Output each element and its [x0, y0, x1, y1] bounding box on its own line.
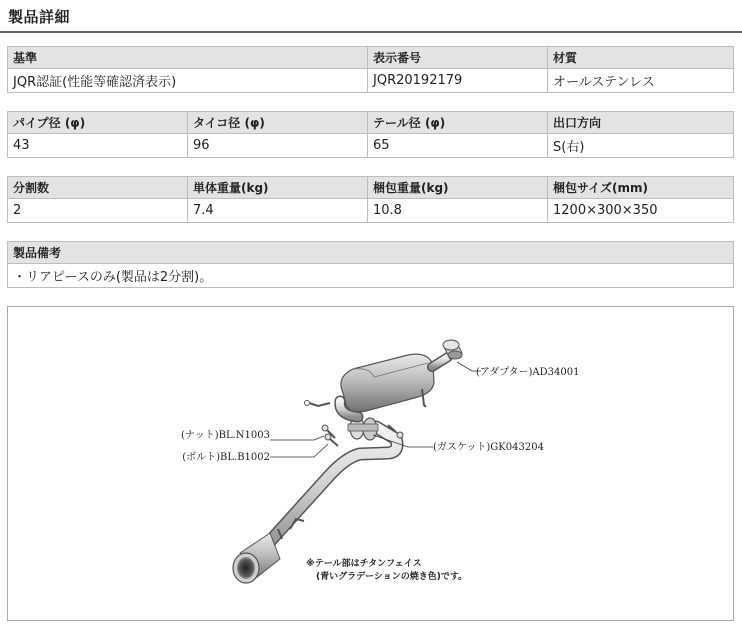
header-package-size: 梱包サイズ(mm) — [548, 177, 734, 199]
table-row — [8, 69, 734, 93]
header-unit-weight: 単体重量(kg) — [188, 177, 368, 199]
tail-note-line1: ※テール部はチタンフェイス — [306, 559, 422, 569]
tail-tip — [233, 533, 280, 583]
tail-note-line2: (青いグラデーションの焼き色)です。 — [316, 572, 468, 582]
value-unit-weight: 7.4 — [188, 199, 368, 223]
value-muffler-diameter: 96 — [188, 134, 368, 158]
exhaust-pipe — [263, 427, 397, 549]
spec-table-standard — [7, 46, 734, 93]
spec-table-weights — [7, 176, 734, 223]
callout-leader-bolt — [270, 444, 328, 457]
value-exit-direction: S(右) — [548, 134, 734, 158]
table-row — [8, 134, 734, 158]
exhaust-parts-diagram — [7, 306, 734, 621]
header-standard: 基準 — [8, 47, 368, 69]
table-row — [8, 199, 734, 223]
value-pipe-diameter: 43 — [8, 134, 188, 158]
header-piece-count: 分割数 — [8, 177, 188, 199]
header-display-number: 表示番号 — [368, 47, 548, 69]
value-tail-diameter: 65 — [368, 134, 548, 158]
header-remarks: 製品備考 — [8, 242, 734, 264]
table-header-row — [8, 47, 734, 69]
callout-nut: (ナット)BL.N1003 — [181, 430, 270, 441]
value-material: オールステンレス — [548, 69, 734, 93]
header-exit-direction: 出口方向 — [548, 112, 734, 134]
callout-adapter: (アダプター)AD34001 — [476, 367, 580, 378]
table-header-row — [8, 112, 734, 134]
value-standard: JQR認証(性能等確認済表示) — [8, 69, 368, 93]
header-material: 材質 — [548, 47, 734, 69]
page-title: 製品詳細 — [8, 8, 71, 26]
callout-bolt: (ボルト)BL.B1002 — [182, 452, 270, 463]
callout-gasket: (ガスケット)GK043204 — [433, 442, 544, 453]
title-divider — [0, 31, 742, 33]
value-package-size: 1200×300×350 — [548, 199, 734, 223]
value-piece-count: 2 — [8, 199, 188, 223]
table-header-row — [8, 177, 734, 199]
callout-leader-nut — [270, 436, 324, 440]
muffler — [305, 354, 435, 417]
value-package-weight: 10.8 — [368, 199, 548, 223]
table-header-row — [8, 242, 734, 264]
header-tail-diameter: テール径 (φ) — [368, 112, 548, 134]
spec-table-diameters — [7, 111, 734, 158]
value-display-number: JQR20192179 — [368, 69, 548, 93]
table-row — [8, 264, 734, 288]
outlet-pipe — [432, 357, 448, 367]
value-remarks: ・リアピースのみ(製品は2分割)。 — [8, 264, 734, 288]
spec-table-remarks — [7, 241, 734, 288]
header-pipe-diameter: パイプ径 (φ) — [8, 112, 188, 134]
header-package-weight: 梱包重量(kg) — [368, 177, 548, 199]
header-muffler-diameter: タイコ径 (φ) — [188, 112, 368, 134]
exhaust-illustration — [8, 307, 733, 620]
